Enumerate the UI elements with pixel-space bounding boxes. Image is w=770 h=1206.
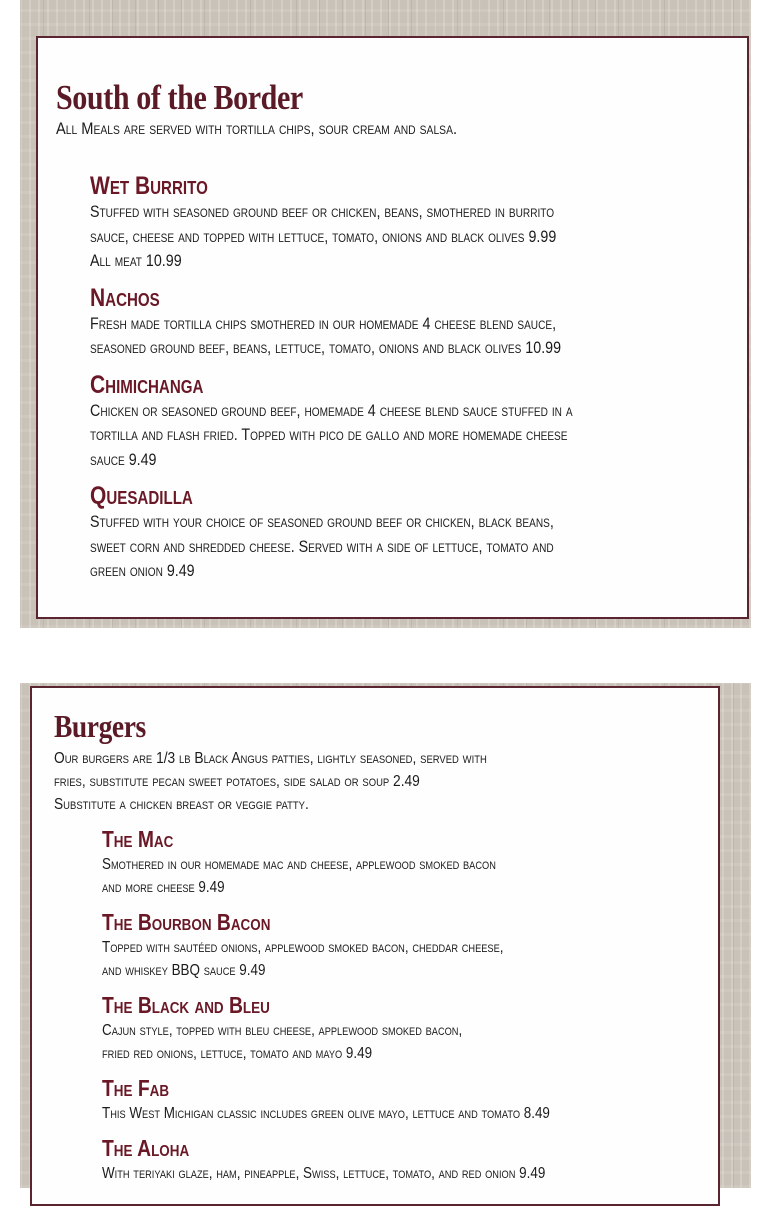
menu-item-description	[102, 1102, 619, 1125]
menu-item-line: Smothered in our homemade mac and cheese, applewood smoked bacon	[102, 856, 496, 873]
menu-item-wet-burrito	[90, 172, 747, 274]
menu-item-name: Wet Burrito	[90, 172, 208, 200]
menu-item-the-black-and-bleu	[102, 992, 718, 1065]
menu-item-line: sweet corn and shredded cheese. Served with a side of lettuce, tomato and	[90, 536, 554, 556]
menu-item-the-aloha	[102, 1135, 718, 1185]
menu-item-description	[102, 853, 619, 899]
intro-line: Our burgers are 1/3 lb Black Angus patties, lightly seasoned, served with	[54, 750, 487, 767]
burgers-section	[30, 686, 720, 1206]
menu-item-line: sauce, cheese and topped with lettuce, tomato, onions and black olives 9.99	[90, 226, 557, 246]
menu-item-the-fab	[102, 1075, 718, 1125]
intro-line: Substitute a chicken breast or veggie patty.	[54, 796, 309, 813]
menu-item-name: The Bourbon Bacon	[102, 909, 271, 935]
south-of-the-border-section	[36, 36, 749, 619]
menu-item-the-mac	[102, 826, 718, 899]
menu-item-description	[102, 1162, 619, 1185]
menu-item-description	[102, 1019, 619, 1065]
menu-item-line: Chicken or seasoned ground beef, homemade 4 cheese blend sauce stuffed in a	[90, 400, 573, 420]
section-intro	[54, 747, 625, 816]
menu-item-line: seasoned ground beef, beans, lettuce, tomato, onions and black olives 10.99	[90, 338, 562, 357]
menu-item-description	[90, 200, 642, 274]
menu-item-line: Cajun style, topped with bleu cheese, applewood smoked bacon,	[102, 1022, 463, 1039]
menu-item-line: tortilla and flash fried. Topped with pico de gallo and more homemade cheese	[90, 425, 568, 444]
menu-item-line: fried red onions, lettuce, tomato and mayo 9.49	[102, 1045, 373, 1062]
menu-item-line: Stuffed with your choice of seasoned ground beef or chicken, black beans,	[90, 512, 554, 531]
section-title: Burgers	[54, 708, 146, 744]
menu-item-line: sauce 9.49	[90, 449, 157, 469]
menu-item-the-bourbon-bacon	[102, 909, 718, 982]
menu-item-name: The Black and Bleu	[102, 992, 270, 1018]
menu-item-name: The Fab	[102, 1075, 170, 1101]
menu-item-chimichanga	[90, 371, 747, 473]
menu-item-description	[90, 399, 642, 473]
section-intro: All Meals are served with tortilla chips, sour cream and salsa.	[56, 119, 458, 138]
menu-item-name: The Mac	[102, 826, 174, 852]
menu-item-description	[90, 312, 642, 361]
menu-item-line: All meat 10.99	[90, 251, 182, 270]
menu-item-line: This West Michigan classic includes green olive mayo, lettuce and tomato 8.49	[102, 1105, 550, 1122]
menu-item-name: Chimichanga	[90, 370, 204, 399]
menu-item-name: Quesadilla	[90, 482, 193, 510]
menu-item-line: green onion 9.49	[90, 561, 195, 580]
menu-item-quesadilla	[90, 482, 747, 584]
menu-item-line: and whiskey BBQ sauce 9.49	[102, 962, 266, 979]
menu-item-line: With teriyaki glaze, ham, pineapple, Swiss, lettuce, tomato, and red onion 9.49	[102, 1165, 546, 1182]
menu-item-line: Topped with sautéed onions, applewood smoked bacon, cheddar cheese,	[102, 939, 504, 956]
menu-item-description	[90, 510, 642, 584]
menu-item-name: The Aloha	[102, 1135, 190, 1161]
menu-item-name: Nachos	[90, 283, 160, 312]
menu-item-nachos	[90, 284, 747, 361]
menu-item-line: and more cheese 9.49	[102, 879, 225, 896]
section-title: South of the Border	[56, 78, 303, 117]
menu-item-line: Stuffed with seasoned ground beef or chicken, beans, smothered in burrito	[90, 202, 555, 221]
menu-item-line: Fresh made tortilla chips smothered in our homemade 4 cheese blend sauce,	[90, 313, 557, 333]
intro-line: fries, substitute pecan sweet potatoes, side salad or soup 2.49	[54, 773, 420, 790]
menu-item-description	[102, 936, 619, 982]
